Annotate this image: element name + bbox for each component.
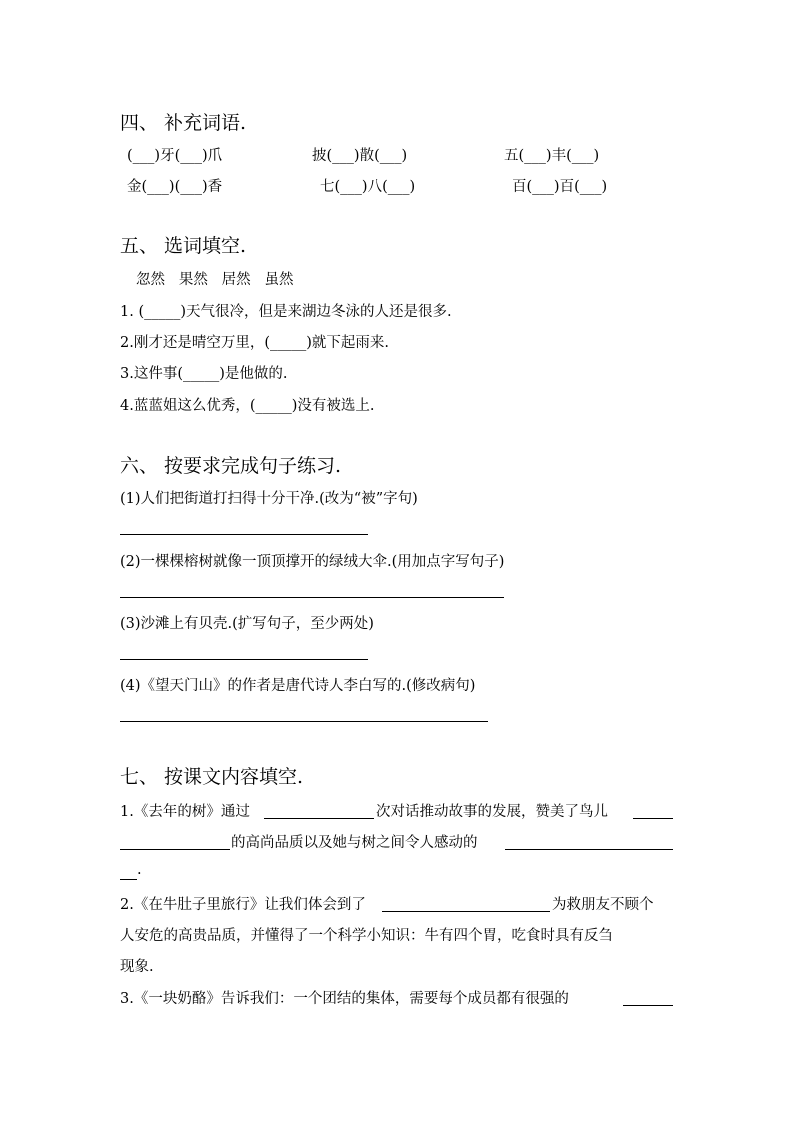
s5-word-options: 忽然 果然 居然 虽然 xyxy=(136,272,294,288)
s7-q2-blank-1[interactable] xyxy=(382,911,550,912)
s5-item-3: 3.这件事(_____)是他做的. xyxy=(120,366,288,382)
s6-item-3: (3)沙滩上有贝壳.(扩写句子，至少两处) xyxy=(120,616,374,632)
s6-item-1: (1)人们把街道打扫得十分干净.(改为“被”字句) xyxy=(120,491,418,507)
s7-q2-part-c: 人安危的高贵品质，并懂得了一个科学小知识：牛有四个胃，吃食时具有反刍 xyxy=(120,928,613,944)
s7-q1-part-d: . xyxy=(137,862,142,878)
s5-item-2: 2.刚才还是晴空万里，(_____)就下起雨来. xyxy=(120,335,390,351)
s6-answer-line-2[interactable] xyxy=(120,597,504,598)
s7-q1-blank-1[interactable] xyxy=(264,818,374,819)
s7-q1-part-b: 次对话推动故事的发展，赞美了鸟儿 xyxy=(376,804,608,820)
s6-item-4: (4)《望天门山》的作者是唐代诗人李白写的.(修改病句) xyxy=(120,678,476,694)
s4-item-5: 七(___)八(___) xyxy=(320,179,416,195)
s6-item-2: (2)一棵棵榕树就像一顶顶撑开的绿绒大伞.(用加点字写句子) xyxy=(120,554,505,570)
s4-item-1: (___)牙(___)爪 xyxy=(127,148,223,164)
s7-q3-part-a: 3.《一块奶酪》告诉我们：一个团结的集体，需要每个成员都有很强的 xyxy=(120,991,569,1007)
s4-item-2: 披(___)散(___) xyxy=(312,148,408,164)
s7-q1-blank-3-cont[interactable] xyxy=(120,879,137,880)
section-5-title: 五、 选词填空. xyxy=(120,235,247,257)
s4-item-4: 金(___)(___)香 xyxy=(127,179,223,195)
s7-q2-part-b: 为救朋友不顾个 xyxy=(552,897,654,913)
s7-q1-blank-2[interactable] xyxy=(633,818,673,819)
s5-item-4: 4.蓝蓝姐这么优秀，(_____)没有被选上. xyxy=(120,398,375,414)
s7-q2-part-a: 2.《在牛肚子里旅行》让我们体会到了 xyxy=(120,897,366,913)
s7-q3-blank-1[interactable] xyxy=(623,1005,673,1006)
section-6-title: 六、 按要求完成句子练习. xyxy=(120,455,342,477)
s7-q1-part-a: 1.《去年的树》通过 xyxy=(120,804,250,820)
s6-answer-line-4[interactable] xyxy=(120,721,488,722)
s6-answer-line-1[interactable] xyxy=(120,534,368,535)
section-7-title: 七、 按课文内容填空. xyxy=(120,766,304,788)
s7-q1-blank-3[interactable] xyxy=(505,849,673,850)
s5-item-1: 1. (_____)天气很冷，但是来湖边冬泳的人还是很多. xyxy=(120,304,452,320)
s7-q1-blank-2-cont[interactable] xyxy=(120,849,230,850)
s6-answer-line-3[interactable] xyxy=(120,659,368,660)
s7-q1-part-c: 的高尚品质以及她与树之间令人感动的 xyxy=(231,835,478,851)
s4-item-3: 五(___)丰(___) xyxy=(504,148,600,164)
s4-item-6: 百(___)百(___) xyxy=(512,179,608,195)
s7-q2-part-d: 现象. xyxy=(120,959,154,975)
section-4-title: 四、 补充词语. xyxy=(120,112,247,134)
